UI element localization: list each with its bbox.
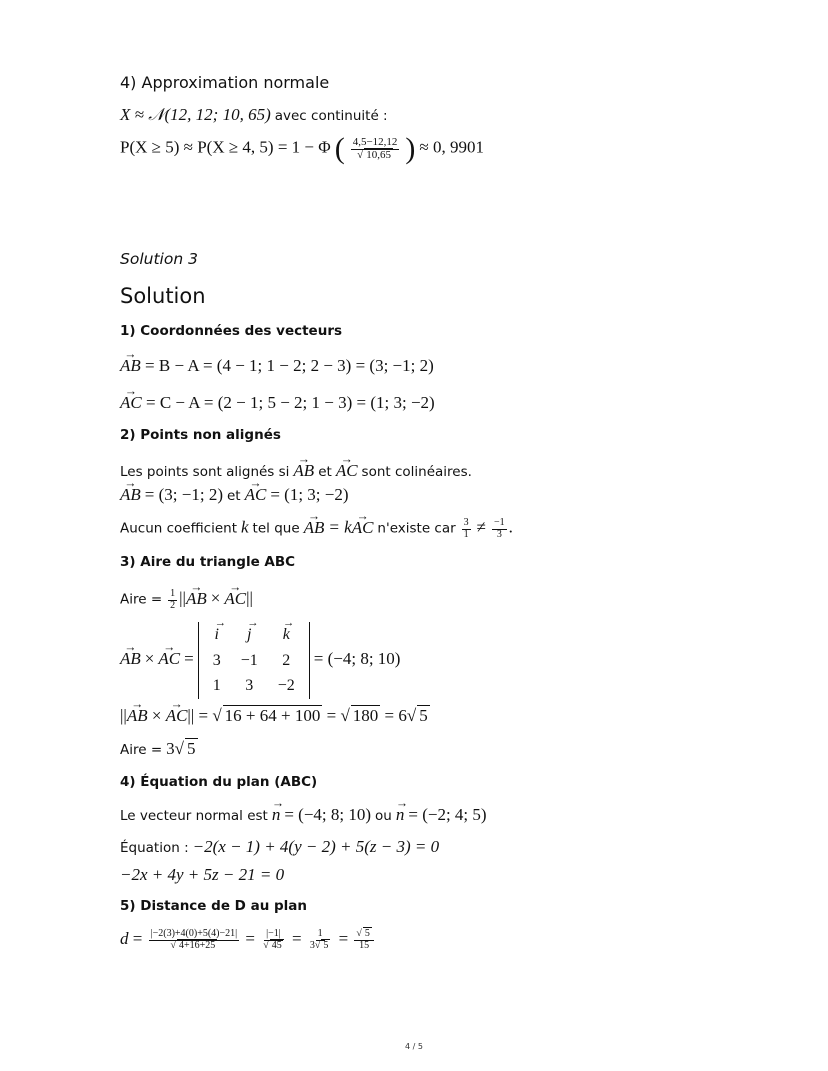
vector-ab: → AB: [127, 707, 148, 726]
area-label: Aire =: [120, 591, 163, 608]
matrix-cell: [203, 622, 231, 648]
cross-sign: ×: [151, 706, 162, 725]
vector-ab: → AB: [293, 462, 314, 481]
vector-ac: → AC: [336, 462, 358, 481]
probability-line: [120, 134, 484, 164]
vector-ac-expression: = C − A = (2 − 1; 5 − 2; 1 − 3) = (1; 3; −2): [145, 393, 435, 412]
fraction-4-denominator: 15: [359, 939, 370, 951]
tel-que-text: tel que: [252, 520, 300, 537]
conjunction-et: et: [318, 464, 332, 480]
vector-ab-line: [120, 357, 434, 376]
cross-product-line: [120, 622, 400, 699]
paren-open: (: [334, 132, 345, 165]
ratio-2-numerator: −1: [494, 517, 505, 528]
ratio-fraction-2: [492, 518, 507, 540]
vector-ab-expression: = B − A = (4 − 1; 1 − 2; 2 − 3) = (3; −1; 2): [145, 356, 434, 375]
cross-product-result: = (−4; 8; 10): [313, 649, 401, 669]
determinant-matrix: [198, 622, 310, 699]
vector-ac: → AC: [224, 590, 246, 609]
matrix-cell: 3: [212, 651, 221, 669]
denominator-coefficient: 3: [309, 939, 315, 951]
approx-text: avec continuité :: [274, 108, 388, 124]
section-title-distance: 5) Distance de D au plan: [120, 898, 308, 914]
norm-close-equals: || =: [187, 706, 209, 725]
fraction-3-denominator: [308, 941, 333, 952]
equals-k: = k: [328, 517, 352, 537]
distance-numerator: |−2(3)+4(0)+5(4)−21|: [150, 928, 238, 939]
distance-fraction-3: [308, 929, 333, 951]
fraction-2-denominator: [261, 941, 286, 952]
matrix-row: [203, 673, 305, 699]
norm-close: ||: [246, 588, 253, 608]
conjunction-et: et: [226, 488, 241, 504]
vector-ac-value: = (1; 3; −2): [270, 485, 349, 504]
vector-ac: → AC: [166, 707, 188, 726]
fraction-4-numerator: [354, 929, 374, 941]
z-score-numerator: 4,5−12,12: [352, 135, 398, 148]
equals-sign: =: [338, 928, 349, 948]
conjunction-ou: ou: [375, 808, 392, 824]
norm-line: [120, 707, 430, 726]
collinearity-text-end: sont colinéaires.: [361, 464, 472, 480]
probability-rhs: ≈ 0, 9901: [419, 137, 485, 157]
section-title-coordinates: 1) Coordonnées des vecteurs: [120, 323, 343, 339]
vector-ab: → AB: [186, 590, 207, 609]
sqrt-180: √ 180: [340, 706, 379, 725]
section-title-approximation: 4) Approximation normale: [120, 73, 330, 92]
equals-sign: =: [245, 928, 255, 948]
vector-ab-value: = (3; −1; 2): [144, 485, 223, 504]
solution-3-label: Solution 3: [120, 250, 198, 268]
half-denominator: 2: [170, 599, 176, 611]
coefficient-k: k: [241, 517, 249, 537]
distance-formula-line: [120, 929, 376, 951]
sqrt-radicand: 5: [323, 939, 329, 951]
sqrt-symbol: √ 5: [314, 939, 329, 951]
matrix-cell: 1: [212, 677, 221, 695]
equals-sign: =: [291, 928, 302, 948]
vector-ac: → AC: [158, 650, 180, 669]
distance-fraction-2: [261, 929, 286, 951]
ratio-fraction-1: [462, 518, 471, 540]
normal-vector-line: [120, 806, 487, 825]
unit-vector-i: → i: [214, 624, 218, 646]
equals-coefficient: = 6: [384, 706, 407, 725]
page-number: 4 / 5: [405, 1042, 423, 1051]
section-title-plane-equation: 4) Équation du plan (ABC): [120, 774, 318, 790]
ratio-2-denominator: 3: [496, 528, 502, 540]
cross-sign: ×: [144, 649, 155, 669]
fraction-3-numerator: 1: [317, 928, 323, 939]
z-score-fraction: [351, 137, 400, 161]
vector-ac: → AC: [120, 394, 142, 413]
normal-vector-text: Le vecteur normal est: [120, 808, 268, 824]
sqrt-symbol: √ 4+16+25: [170, 939, 216, 951]
sqrt-sum: √ 16 + 64 + 100: [212, 706, 321, 725]
sqrt-symbol: √ 45: [263, 939, 282, 951]
no-coefficient-text: Aucun coefficient: [120, 520, 237, 537]
sqrt-radicand: 16 + 64 + 100: [224, 706, 321, 725]
vector-ac: → AC: [352, 519, 374, 538]
plane-equation-simplified: −2x + 4y + 5z − 21 = 0: [120, 865, 285, 884]
norm-open: ||: [120, 706, 127, 725]
area-coefficient: 3: [166, 739, 175, 758]
area-final-line: [120, 740, 198, 759]
normal-vector-value-1: = (−4; 8; 10): [284, 805, 372, 824]
normal-vector-n: → n: [272, 806, 281, 825]
sqrt-radicand: 5: [364, 928, 370, 939]
period: .: [508, 517, 513, 537]
sqrt-5: √ 5: [406, 706, 428, 725]
section-title-area: 3) Aire du triangle ABC: [120, 554, 296, 570]
norm-open: ||: [179, 588, 186, 608]
vector-ab: → AB: [120, 650, 141, 669]
no-coefficient-sentence: [120, 518, 513, 540]
sqrt-radicand: 45: [271, 939, 282, 951]
ratio-1-denominator: 1: [463, 528, 469, 540]
matrix-cell: 2: [282, 651, 291, 669]
approx-line: [120, 106, 388, 125]
ratio-1-numerator: 3: [463, 517, 469, 528]
determinant-table: [203, 622, 305, 699]
sqrt-radicand: 5: [187, 739, 196, 758]
matrix-cell: −2: [277, 677, 295, 695]
equals-sign: =: [184, 649, 194, 669]
normal-vector-value-2: = (−2; 4; 5): [408, 805, 487, 824]
equation-label: Équation :: [120, 840, 189, 856]
sqrt-radicand: 180: [352, 706, 379, 725]
area-formula-line: [120, 589, 253, 611]
half-fraction: [168, 589, 177, 611]
vectors-values-line: [120, 486, 349, 505]
sqrt-5: √ 5: [174, 739, 196, 758]
matrix-cell: 3: [245, 677, 254, 695]
matrix-row: [203, 648, 305, 674]
sqrt-radicand: 10,65: [366, 148, 391, 161]
half-numerator: 1: [170, 588, 176, 599]
not-equal-sign: ≠: [476, 517, 487, 537]
distance-fraction-4: [354, 929, 374, 951]
matrix-cell: [268, 622, 305, 648]
section-title-non-aligned: 2) Points non alignés: [120, 427, 281, 443]
sqrt-radicand: 4+16+25: [178, 939, 216, 951]
distance-d: d: [120, 928, 129, 948]
vector-ab: → AB: [304, 519, 325, 538]
vector-ac: → AC: [245, 486, 267, 505]
plane-equation-line: [120, 838, 439, 857]
unit-vector-j: → j: [247, 624, 251, 646]
collinearity-sentence: [120, 462, 472, 481]
nexiste-text: n'existe car: [377, 520, 456, 537]
vector-ab: → AB: [120, 357, 141, 376]
matrix-cell: [231, 622, 268, 648]
matrix-cell: −1: [240, 651, 258, 669]
unit-vector-k: → k: [283, 624, 290, 646]
solution-heading: Solution: [120, 284, 206, 308]
collinearity-text: Les points sont alignés si: [120, 464, 290, 480]
distance-fraction-1: [149, 929, 240, 951]
distance-denominator: [168, 941, 219, 952]
matrix-row: [203, 622, 305, 648]
vector-ab: → AB: [120, 486, 141, 505]
paren-close: ): [405, 132, 416, 165]
normal-vector-n: → n: [396, 806, 405, 825]
vector-ac-line: [120, 394, 435, 413]
sqrt-symbol: √ 10,65: [357, 148, 391, 161]
area-label: Aire =: [120, 742, 163, 758]
plane-equation-expanded: −2(x − 1) + 4(y − 2) + 5(z − 3) = 0: [192, 837, 440, 856]
z-score-denominator: [355, 150, 395, 162]
equals-sign: =: [132, 928, 143, 948]
sqrt-symbol: √ 5: [356, 928, 370, 939]
fraction-2-numerator: |−1|: [266, 928, 281, 939]
approx-expression: X ≈ 𝒩(12, 12; 10, 65): [120, 105, 271, 124]
equals-sign: =: [326, 706, 337, 725]
sqrt-radicand: 5: [419, 706, 428, 725]
cross-sign: ×: [210, 588, 221, 608]
probability-lhs: P(X ≥ 5) ≈ P(X ≥ 4, 5) = 1 − Φ: [120, 137, 331, 157]
